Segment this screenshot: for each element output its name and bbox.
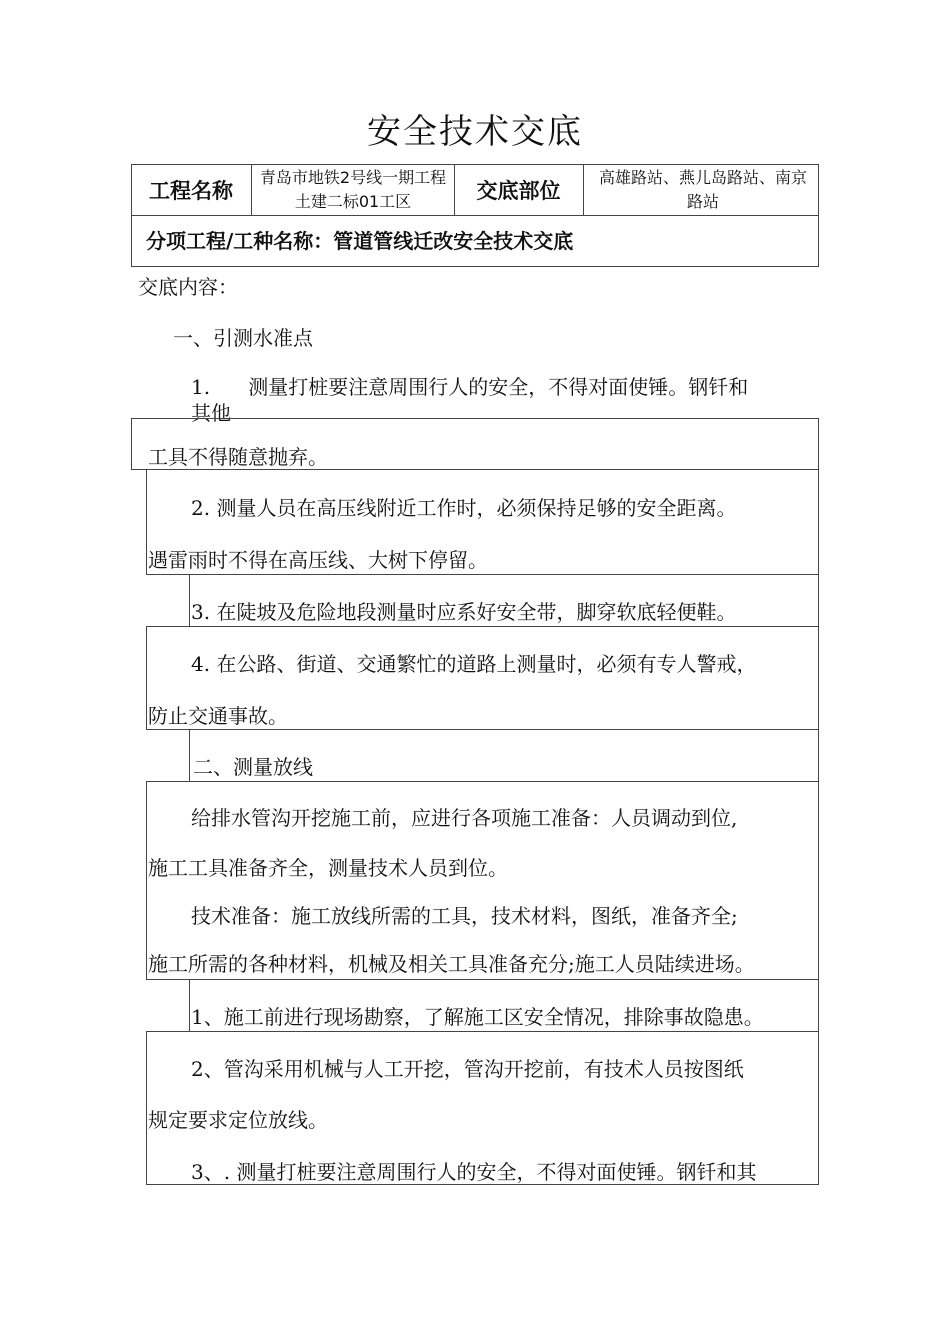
section-heading-2: 二、测量放线 bbox=[193, 755, 313, 779]
header-table-divider bbox=[131, 215, 819, 216]
item-1-line-2: 其他 bbox=[191, 401, 231, 425]
step-2-line-2: 规定要求定位放线。 bbox=[148, 1108, 328, 1132]
item-2-line-2: 遇雷雨时不得在高压线、大树下停留。 bbox=[148, 548, 488, 572]
step-3: 3、. 测量打桩要注意周围行人的安全，不得对面使锤。钢钎和其 bbox=[191, 1160, 757, 1184]
header-col-divider-1 bbox=[251, 164, 252, 215]
item-3: 3. 在陡坡及危险地段测量时应系好安全带，脚穿软底轻便鞋。 bbox=[191, 600, 737, 624]
step-1: 1、施工前进行现场勘察，了解施工区安全情况，排除事故隐患。 bbox=[191, 1005, 764, 1029]
project-name-value: 青岛市地铁2号线一期工程土建二标01工区 bbox=[259, 167, 447, 211]
section-heading-1: 一、引测水准点 bbox=[173, 326, 313, 350]
document-title: 安全技术交底 bbox=[367, 112, 583, 152]
item-1-line-3: 工具不得随意抛弃。 bbox=[148, 445, 328, 469]
paragraph-2-line-1: 技术准备：施工放线所需的工具，技术材料，图纸，准备齐全; bbox=[191, 904, 738, 928]
header-col-divider-3 bbox=[583, 164, 584, 215]
location-value: 高雄路站、燕儿岛路站、南京路站 bbox=[598, 167, 807, 211]
paragraph-2-line-2: 施工所需的各种材料，机械及相关工具准备充分;施工人员陆续进场。 bbox=[148, 952, 755, 976]
step-2-line-1: 2、管沟采用机械与人工开挖，管沟开挖前，有技术人员按图纸 bbox=[191, 1057, 744, 1081]
location-label: 交底部位 bbox=[476, 178, 561, 203]
subitem-name: 分项工程/工种名称：管道管线迁改安全技术交底 bbox=[146, 229, 574, 253]
item-4-line-2: 防止交通事故。 bbox=[148, 704, 288, 728]
paragraph-1-line-2: 施工工具准备齐全，测量技术人员到位。 bbox=[148, 856, 508, 880]
item-1-line-1: 1. 测量打桩要注意周围行人的安全，不得对面使锤。钢钎和 bbox=[191, 375, 749, 399]
content-label: 交底内容： bbox=[138, 275, 238, 299]
paragraph-1-line-1: 给排水管沟开挖施工前，应进行各项施工准备：人员调动到位, bbox=[191, 806, 738, 830]
project-name-label: 工程名称 bbox=[149, 178, 233, 203]
item-2-line-1: 2. 测量人员在高压线附近工作时，必须保持足够的安全距离。 bbox=[191, 496, 737, 520]
item-4-line-1: 4. 在公路、街道、交通繁忙的道路上测量时，必须有专人警戒， bbox=[191, 652, 757, 676]
